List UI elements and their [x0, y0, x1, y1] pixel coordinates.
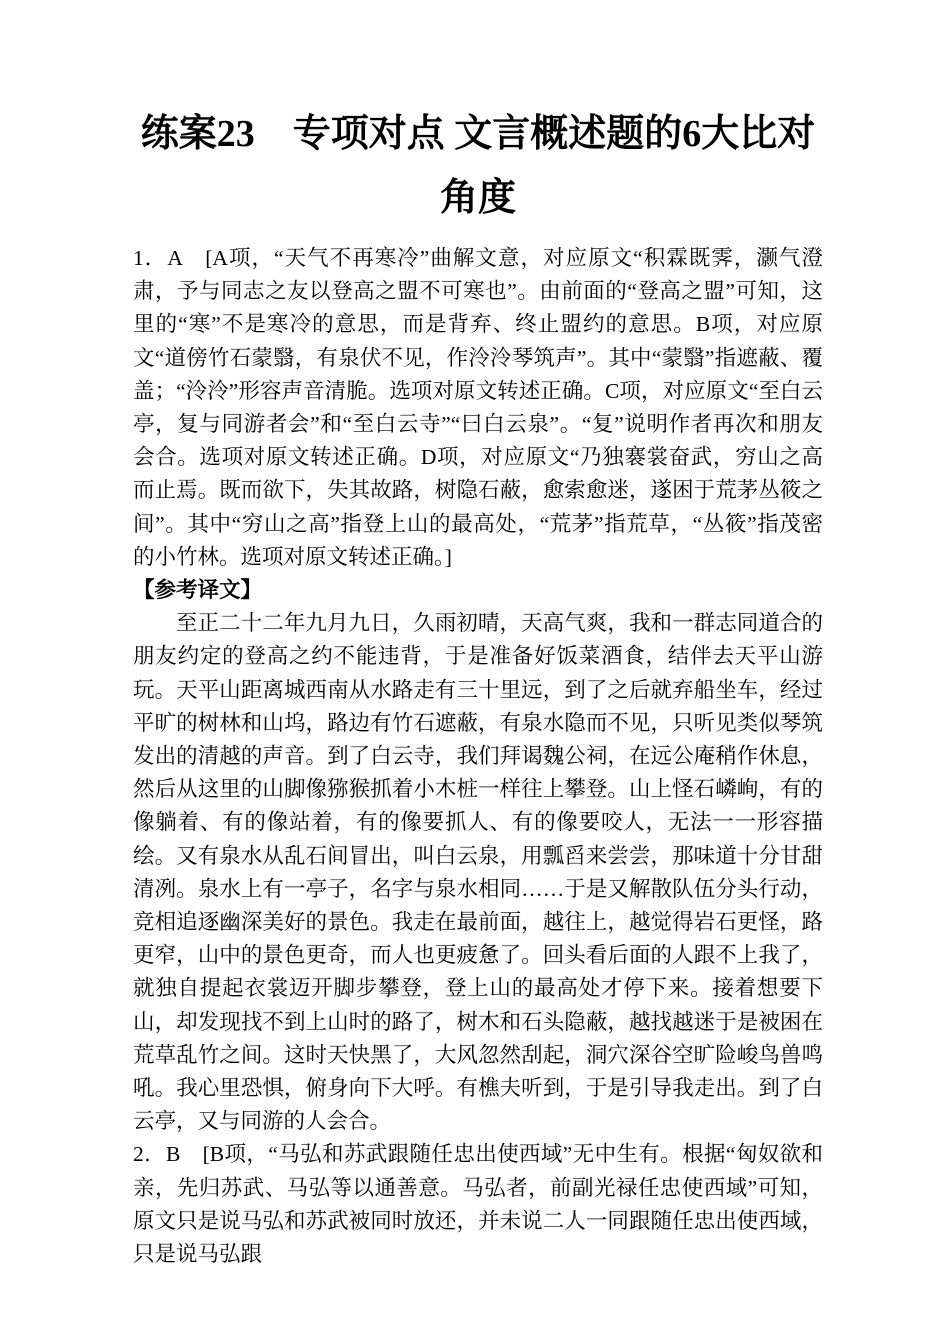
document-page: [133, 0, 823, 1271]
answer-explanation-1: 1．A [A项，“天气不再寒冷”曲解文意，对应原文“积霖既霁，灏气澄肃，予与同志之友以登高之盟不可寒也”。由前面的“登高之盟”可知，这里的“寒”不是寒冷的意思，而是背弃、终止盟约的意思。B项，对应原文“道傍竹石蒙翳，有泉伏不见，作泠泠琴筑声”。其中“蒙翳”指遮蔽、覆盖；“泠泠”形容声音清脆。选项对原文转述正确。C项，对应原文“至白云亭，复与同游者会”和“至白云寺”“曰白云泉”。“复”说明作者再次和朋友会合。选项对原文转述正确。D项，对应原文“乃独褰裳奋武，穷山之高而止焉。既而欲下，失其故路，树隐石蔽，愈索愈迷，遂困于荒茅丛筱之间”。其中“穷山之高”指登上山的最高处，“荒茅”指荒草，“丛筱”指茂密的小竹林。选项对原文转述正确。]: [133, 246, 823, 569]
page-title-line-1: 练案23 专项对点 文言概述题的6大比对: [140, 113, 816, 155]
page-title-line-2: 角度: [439, 177, 516, 219]
page-title: [133, 102, 823, 230]
answer-explanation-2: 2．B [B项，“马弘和苏武跟随任忠出使西域”无中生有。根据“匈奴欲和亲，先归苏武、马弘等以通善意。马弘者，前副光禄任忠使西域”可知，原文只是说马弘和苏武被同时放还，并未说二人一同跟随任忠出使西域，只是说马弘跟: [133, 1142, 823, 1267]
reference-translation-header: 【参考译文】: [133, 578, 263, 603]
reference-translation-text: 至正二十二年九月九日，久雨初晴，天高气爽，我和一群志同道合的朋友约定的登高之约不能违背，于是准备好饭菜酒食，结伴去天平山游玩。天平山距离城西南从水路走有三十里远，到了之后就弃船坐车，经过平旷的树林和山坞，路边有竹石遮蔽，有泉水隐而不见，只听见类似琴筑发出的清越的声音。到了白云寺，我们拜谒魏公祠，在远公庵稍作休息，然后从这里的山脚像猕猴抓着小木桩一样往上攀登。山上怪石嶙峋，有的像躺着、有的像站着，有的像要抓人、有的像要咬人，无法一一形容描绘。又有泉水从乱石间冒出，叫白云泉，用瓢舀来尝尝，那味道十分甘甜清冽。泉水上有一亭子，名字与泉水相同……于是又解散队伍分头行动，竞相追逐幽深美好的景色。我走在最前面，越往上，越觉得岩石更怪，路更窄，山中的景色更奇，而人也更疲惫了。回头看后面的人跟不上我了，就独自提起衣裳迈开脚步攀登，登上山的最高处才停下来。接着想要下山，却发现找不到上山时的路了，树木和石头隐蔽，越找越迷于是被困在荒草乱竹之间。这时天快黑了，大风忽然刮起，洞穴深谷空旷险峻鸟兽鸣吼。我心里恐惧，俯身向下大呼。有樵夫听到，于是引导我走出。到了白云亭，又与同游的人会合。: [133, 611, 823, 1134]
